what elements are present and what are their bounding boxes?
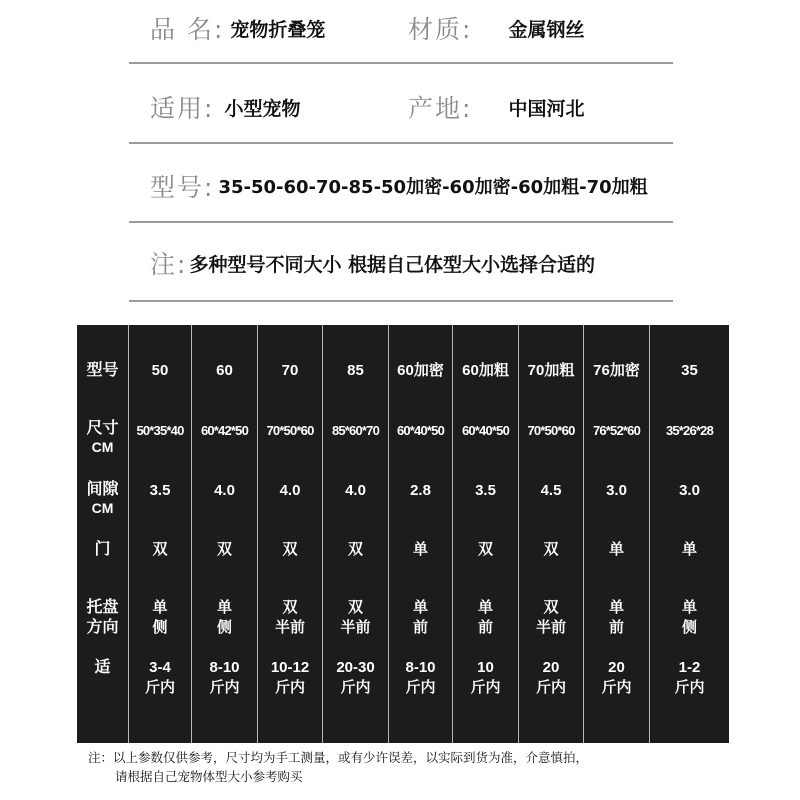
cell-model: 35 bbox=[681, 362, 698, 379]
cell-fit: 10-12 斤内 bbox=[270, 659, 310, 696]
cell-size: 76*52*60 bbox=[592, 423, 641, 438]
cell-size: 35*26*28 bbox=[665, 423, 714, 438]
cell-gap: 2.8 bbox=[410, 482, 431, 499]
row-header-column bbox=[77, 325, 129, 743]
separator-line bbox=[129, 62, 673, 64]
suitable-value: 小型宠物 bbox=[224, 97, 301, 120]
separator-line bbox=[129, 300, 673, 302]
model-column bbox=[584, 325, 650, 743]
spec-table bbox=[77, 325, 729, 743]
suitable-row bbox=[150, 87, 300, 127]
model-column bbox=[192, 325, 258, 743]
cell-fit: 20 斤内 bbox=[601, 659, 632, 696]
cell-fit: 10 斤内 bbox=[470, 659, 501, 696]
origin-label: 产地: bbox=[408, 94, 473, 123]
header-tray: 托盘 方向 bbox=[86, 599, 119, 636]
cell-gap: 3.5 bbox=[149, 482, 171, 499]
model-label: 型号: bbox=[150, 173, 215, 202]
footer-disclaimer bbox=[88, 748, 728, 786]
cell-tray: 双 半前 bbox=[340, 599, 371, 636]
model-column bbox=[519, 325, 584, 743]
header-gap: 间隙 CM bbox=[86, 481, 119, 516]
cell-model: 70加粗 bbox=[527, 362, 575, 379]
model-row bbox=[150, 166, 648, 206]
note-value: 多种型号不同大小 根据自己体型大小选择合适的 bbox=[189, 253, 596, 276]
cell-size: 85*60*70 bbox=[331, 423, 380, 438]
cell-tray: 单 侧 bbox=[681, 599, 697, 636]
footer-line-2: 请根据自己宠物体型大小参考购买 bbox=[115, 769, 303, 784]
origin-value: 中国河北 bbox=[508, 97, 585, 120]
material-row bbox=[408, 8, 584, 48]
cell-size: 70*50*60 bbox=[266, 423, 314, 438]
cell-door: 双 bbox=[347, 541, 363, 558]
model-column bbox=[129, 325, 192, 743]
model-column bbox=[650, 325, 729, 743]
cell-door: 双 bbox=[282, 541, 298, 558]
cell-fit: 1-2 斤内 bbox=[674, 659, 705, 696]
product-name-value: 宠物折叠笼 bbox=[230, 18, 326, 41]
cell-model: 60加密 bbox=[397, 362, 444, 379]
cell-door: 双 bbox=[152, 541, 168, 558]
cell-fit: 20-30 斤内 bbox=[336, 659, 375, 696]
model-value: 35-50-60-70-85-50加密-60加密-60加粗-70加粗 bbox=[218, 177, 648, 198]
header-fit: 适 bbox=[94, 659, 111, 676]
cell-fit: 3-4 斤内 bbox=[144, 659, 175, 696]
cell-door: 双 bbox=[543, 541, 559, 558]
cell-door: 双 bbox=[477, 541, 493, 558]
cell-size: 70*50*60 bbox=[527, 423, 575, 438]
cell-size: 60*40*50 bbox=[396, 423, 445, 438]
model-column bbox=[323, 325, 389, 743]
cell-gap: 3.5 bbox=[475, 482, 496, 499]
cell-model: 70 bbox=[281, 362, 299, 379]
cell-tray: 单 侧 bbox=[216, 599, 232, 636]
cell-model: 76加密 bbox=[593, 362, 640, 379]
header-door: 门 bbox=[94, 541, 111, 558]
cell-tray: 单 前 bbox=[412, 599, 428, 636]
cell-door: 单 bbox=[412, 541, 428, 558]
cell-model: 85 bbox=[347, 362, 364, 379]
cell-gap: 4.5 bbox=[540, 482, 562, 499]
note-label: 注: bbox=[150, 250, 188, 279]
cell-gap: 4.0 bbox=[345, 482, 366, 499]
note-row bbox=[150, 243, 595, 283]
cell-tray: 单 侧 bbox=[152, 599, 168, 636]
cell-fit: 8-10 斤内 bbox=[405, 659, 436, 696]
cell-tray: 双 半前 bbox=[274, 599, 305, 636]
model-column bbox=[389, 325, 453, 743]
cell-model: 50 bbox=[151, 362, 169, 379]
cell-size: 60*40*50 bbox=[461, 423, 510, 438]
header-size: 尺寸 CM bbox=[86, 420, 119, 455]
cell-gap: 3.0 bbox=[606, 482, 627, 499]
cell-size: 60*42*50 bbox=[200, 423, 249, 438]
model-column bbox=[258, 325, 323, 743]
cell-tray: 单 前 bbox=[477, 599, 493, 636]
material-label: 材质: bbox=[408, 15, 473, 44]
cell-door: 单 bbox=[681, 541, 697, 558]
cell-model: 60加粗 bbox=[462, 362, 509, 379]
material-value: 金属钢丝 bbox=[508, 18, 585, 41]
cell-gap: 4.0 bbox=[279, 482, 301, 499]
cell-model: 60 bbox=[216, 362, 233, 379]
model-column bbox=[453, 325, 519, 743]
cell-size: 50*35*40 bbox=[136, 423, 184, 438]
product-name-label: 品 名: bbox=[150, 15, 225, 44]
separator-line bbox=[129, 142, 673, 144]
cell-fit: 8-10 斤内 bbox=[209, 659, 240, 696]
cell-door: 单 bbox=[608, 541, 624, 558]
cell-tray: 单 前 bbox=[608, 599, 624, 636]
product-name-row bbox=[150, 8, 325, 48]
cell-gap: 4.0 bbox=[214, 482, 235, 499]
suitable-label: 适用: bbox=[150, 94, 215, 123]
footer-line-1: 注：以上参数仅供参考，尺寸均为手工测量，或有少许误差，以实际到货为准，介意慎拍， bbox=[88, 750, 589, 765]
cell-fit: 20 斤内 bbox=[535, 659, 566, 696]
separator-line bbox=[129, 221, 673, 223]
origin-row bbox=[408, 87, 584, 127]
cell-door: 双 bbox=[216, 541, 232, 558]
cell-gap: 3.0 bbox=[679, 482, 700, 499]
header-model: 型号 bbox=[86, 362, 119, 379]
cell-tray: 双 半前 bbox=[535, 599, 566, 636]
